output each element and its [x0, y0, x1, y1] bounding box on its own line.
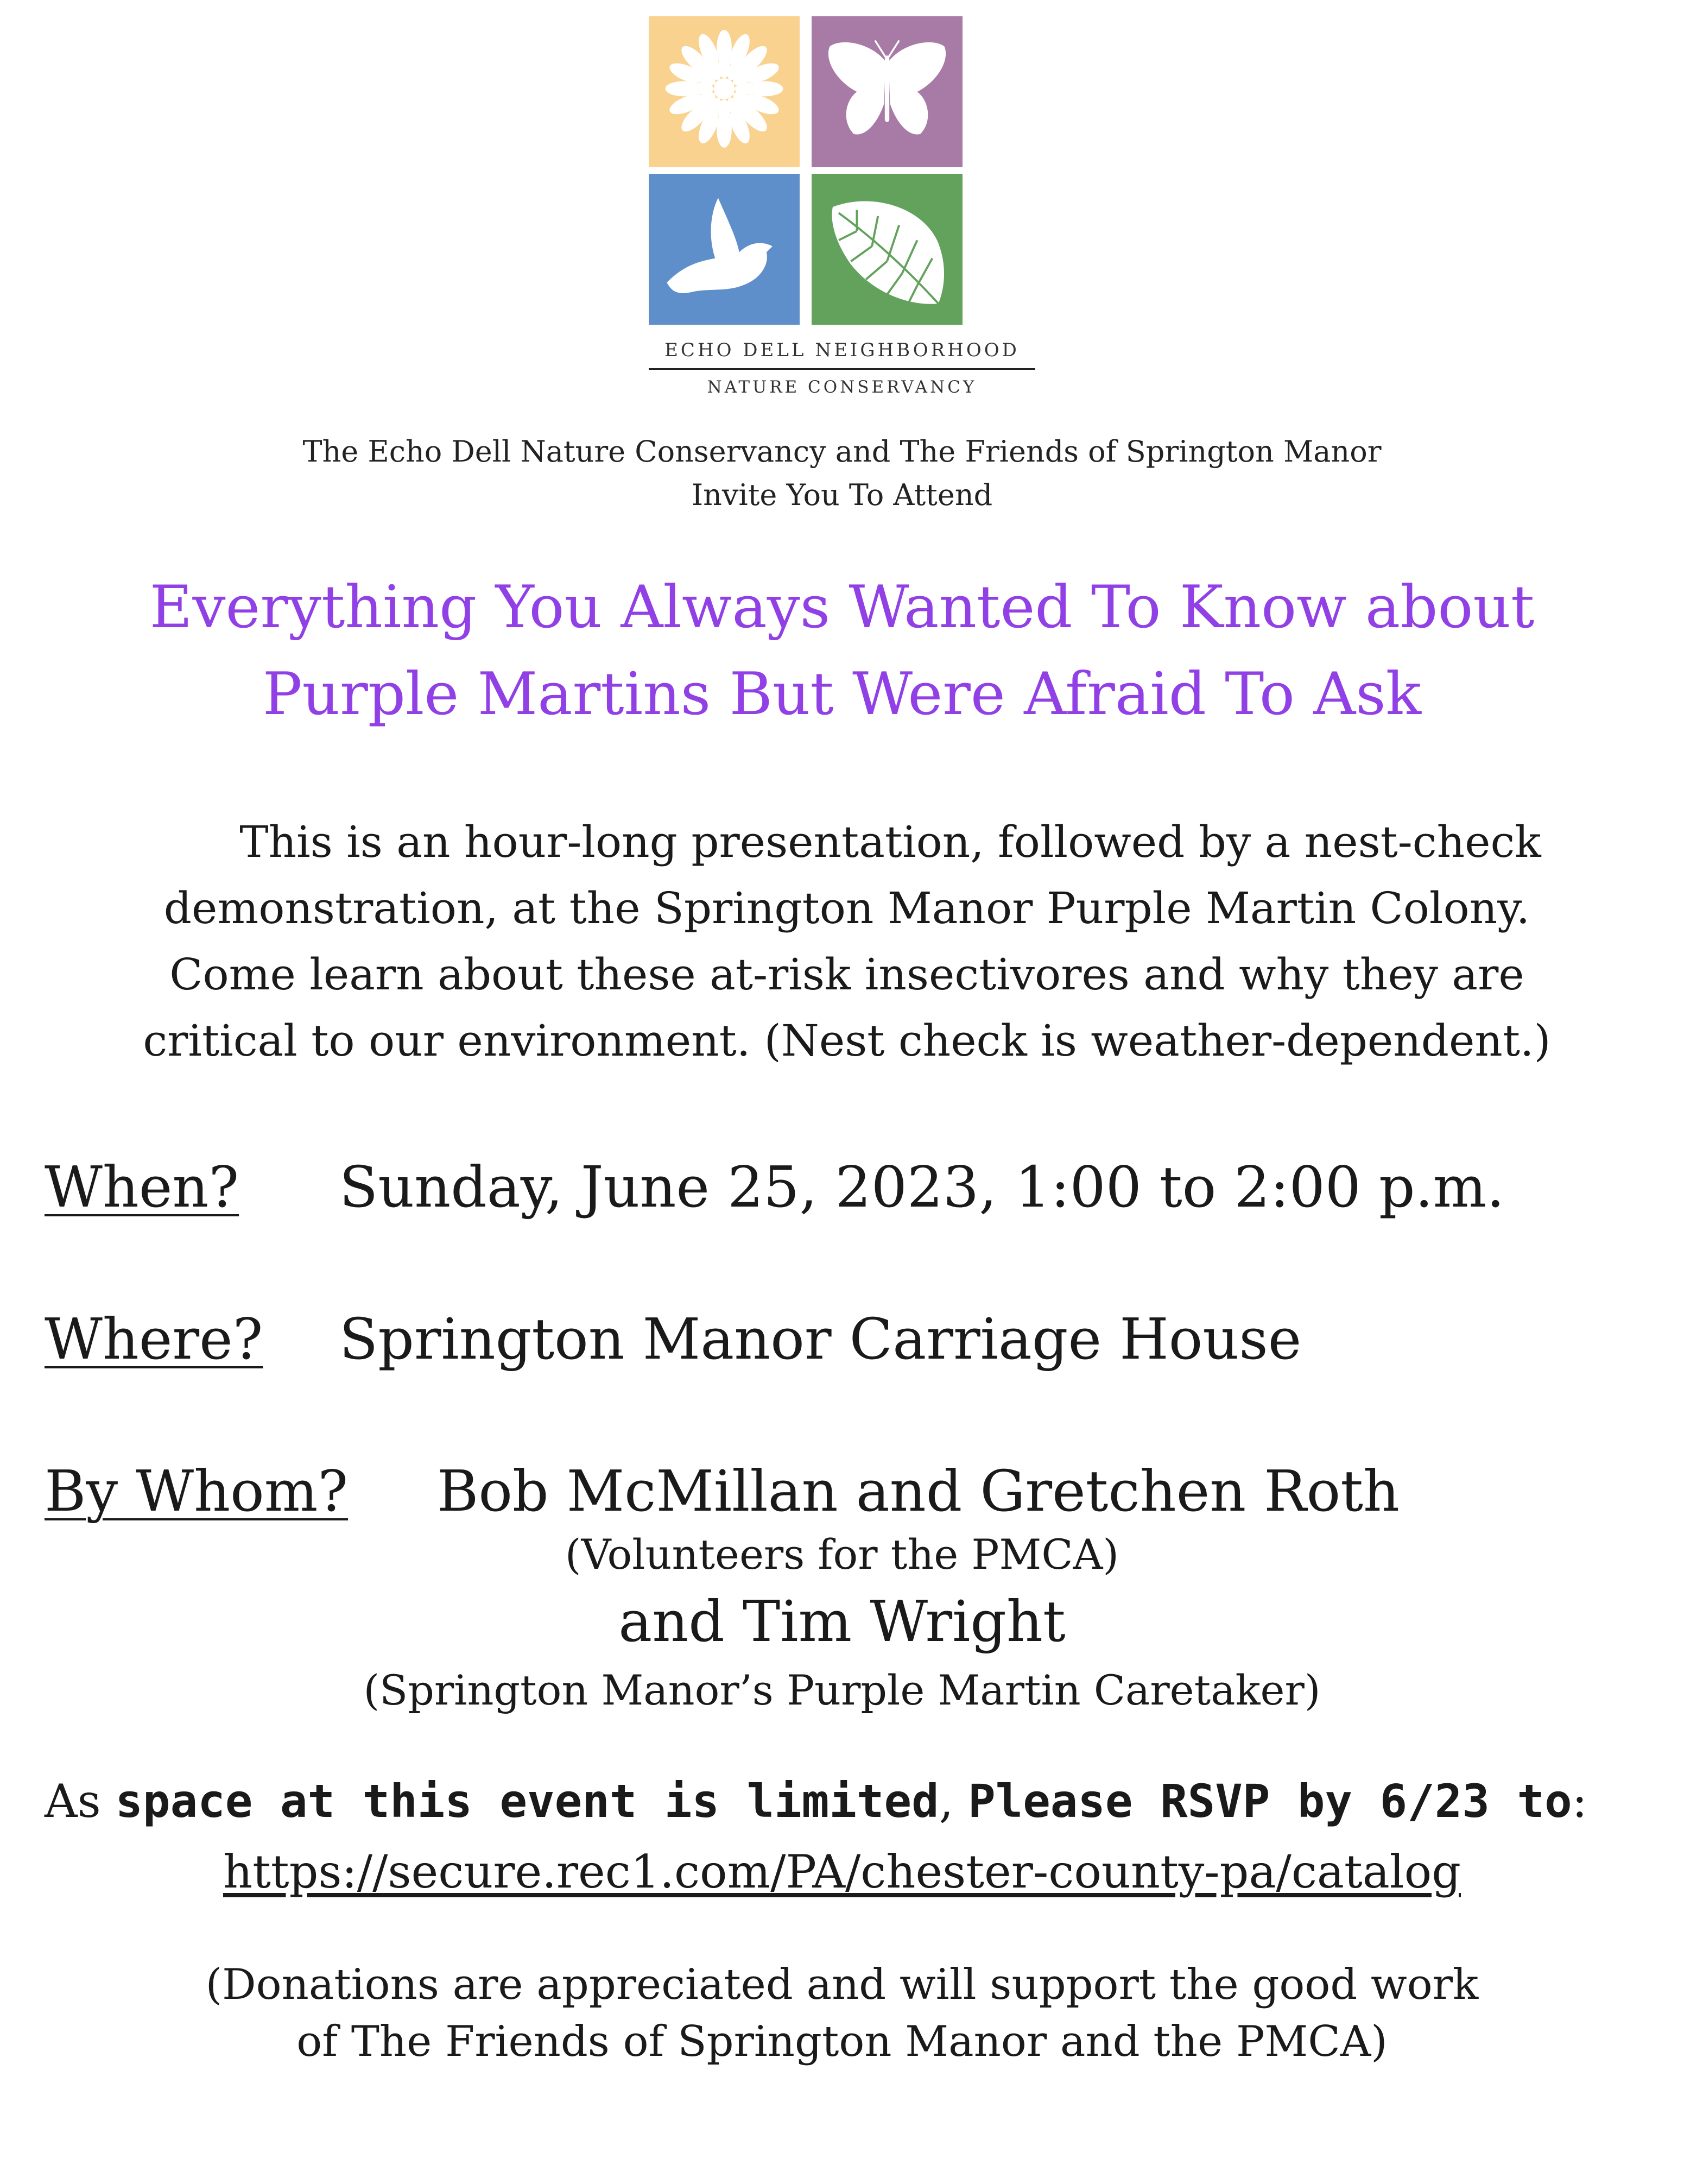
description-line1: This is an hour-long presentation, followed by a nest-check	[239, 817, 1541, 867]
leaf-icon	[812, 174, 963, 325]
presenter2-value: and Tim Wright	[618, 1588, 1066, 1655]
rsvp-suffix: :	[1572, 1775, 1587, 1828]
presenters-value: Bob McMillan and Gretchen Roth	[437, 1458, 1400, 1524]
logo-text-line1: ECHO DELL NEIGHBORHOOD	[664, 339, 1020, 361]
event-title-line2: Purple Martins But Were Afraid To Ask	[262, 660, 1422, 728]
donation-line2: of The Friends of Springton Manor and the PMCA)	[296, 2017, 1388, 2066]
logo-text-line2: NATURE CONSERVANCY	[707, 377, 977, 397]
logo-divider	[649, 368, 1035, 370]
presenters-note: (Volunteers for the PMCA)	[565, 1530, 1119, 1579]
rsvp-link[interactable]: https://secure.rec1.com/PA/chester-county-pa/catalog	[223, 1845, 1461, 1898]
bird-icon	[649, 174, 800, 325]
when-label: When?	[45, 1154, 239, 1220]
rsvp-text	[45, 1775, 1587, 1828]
by-whom-label: By Whom?	[45, 1458, 349, 1524]
conservancy-logo	[649, 16, 1035, 407]
donation-line1: (Donations are appreciated and will support the good work	[205, 1960, 1479, 2009]
description-line4: critical to our environment. (Nest check is weather-dependent.)	[143, 1015, 1551, 1066]
where-label: Where?	[45, 1306, 263, 1372]
invite-line1: The Echo Dell Nature Conservancy and The Friends of Springton Manor	[302, 434, 1382, 469]
where-value: Springton Manor Carriage House	[339, 1306, 1302, 1372]
description-line3: Come learn about these at-risk insectivores and why they are	[169, 949, 1524, 1000]
event-title-line1: Everything You Always Wanted To Know about	[149, 573, 1535, 641]
butterfly-icon	[812, 16, 963, 167]
rsvp-emphasis1: space at this event is limited	[115, 1775, 939, 1828]
when-value: Sunday, June 25, 2023, 1:00 to 2:00 p.m.	[339, 1154, 1505, 1220]
presenter2-note: (Springton Manor’s Purple Martin Caretaker)	[363, 1666, 1321, 1714]
invite-line2: Invite You To Attend	[691, 478, 993, 512]
event-description	[98, 809, 1596, 1074]
description-line2: demonstration, at the Springton Manor Purple Martin Colony.	[163, 883, 1530, 933]
rsvp-prefix: As	[45, 1775, 116, 1828]
rsvp-emphasis2: Please RSVP by 6/23 to	[968, 1775, 1572, 1828]
rsvp-mid: ,	[939, 1775, 968, 1828]
flower-icon	[649, 16, 800, 167]
